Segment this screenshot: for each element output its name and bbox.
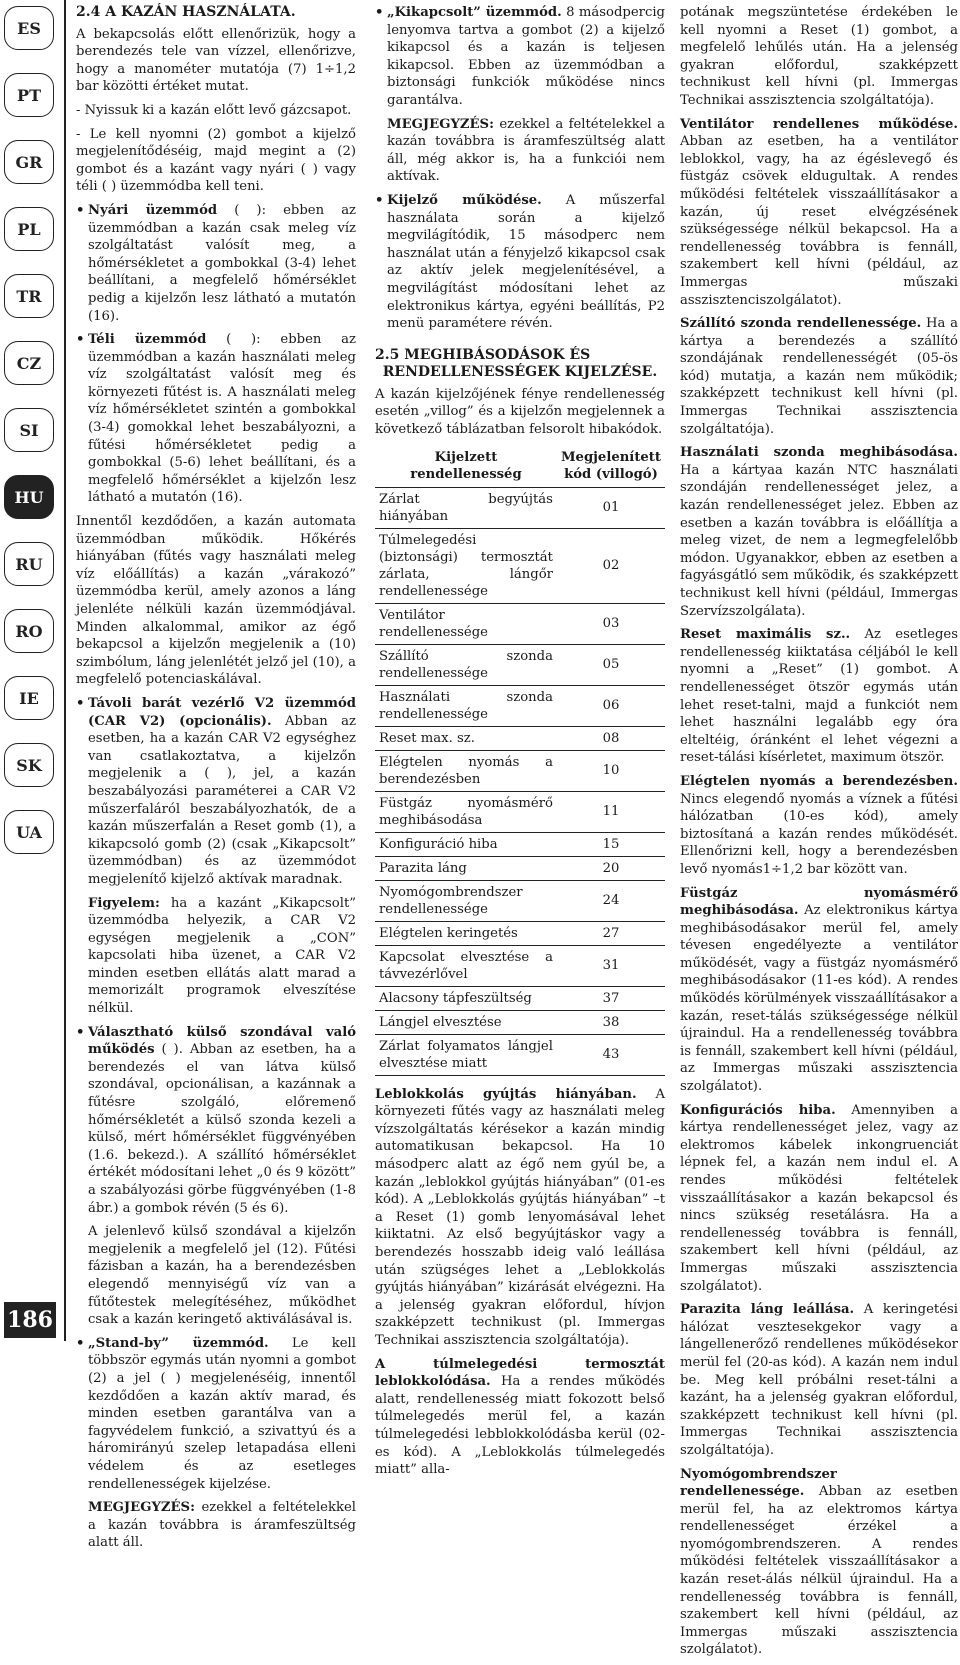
fault-description: Nyomógombrendszer rendellenessége [375,880,557,921]
paragraph-title: Konfigurációs hiba. [680,1102,836,1118]
warning-label: Figyelem: [88,895,160,911]
paragraph [680,1301,958,1459]
table-row [375,791,665,832]
paragraph-text: A környezeti fűtés vagy az használati meleg vízszolgáltatás kérésekor a kazán mindig automatikusan bekapcsol. Ha 10 másodperc alatt az égő nem gyúl be, a kazán „leblokkol gyújtás hiányában” (01-es kód). A „Leblokkolás gyújtás hiányában” –t a Reset (1) gomb lenyomásával lehet kiiktatni. Az első begyújtáskor vagy a berendezés hosszabb ideig való leállása után szügséges lehet a „Leblokkolás gyújtás hiányában” kizárását elvégezni. Ha a jelenség gyakran előfordul, hívjon szakképzett technikust (pl. Immergas Technikai asszisztencia szolgáltatója). [375,1086,665,1348]
paragraph: - Le kell nyomni (2) gombot a kijelző megjelenítődéséig, majd megint a (2) gombot és a kazánt vagy nyári ( ) vagy téli ( ) üzemmódba kell teni. [76,126,356,195]
table-row [375,832,665,856]
paragraph-text: Nincs elegendő nyomás a víznek a fűtési hálózatban (10-es kód), amely biztosítaná a kazán rendes működését. Ellenőrizni kell, hogy a berendezésben levő nyomás1÷1,2 bar között van. [680,791,958,877]
table-row [375,750,665,791]
paragraph-text: Az elektronikus kártya meghibásodásakor merül fel, amely tévesen engedélyezte a ventilátor működését, vagy a füstgáz nyomásmérő meghibásodásakor (11-es kód). A rendes működés körülmények visszaállításakor a kazán, reset-tálás szükségessége nélkül újraindul. Ha a rendellenesség továbbra is fennáll, szakembert kell hívni (például, az Immergas műszaki asszisztencia szolgálatot). [680,903,958,1095]
table-row [375,644,665,685]
table-row [375,1034,665,1075]
lang-tab-pt[interactable]: PT [4,73,54,117]
fault-code: 20 [557,856,665,880]
paragraph [680,1466,958,1660]
fault-code: 11 [557,791,665,832]
note-paragraph [375,116,665,186]
bullet-text: ( ). Abban az esetben, ha a berendezés el van látva külső szondával, opcionálisan, a kazánnak a fűtésre szolgáló, előremenő hőmérsékletét a külső szonda kezeli a külső, mért hőmérséklet függvényében (1.6. bekezd.). A szállító hőmérséklet értékét módosítani lehet „0 és 9 között” a szabályozási görbe függvényében (1-8 ábr.) a gombok révén (5 és 6). [88,1042,356,1216]
fault-code: 03 [557,603,665,644]
paragraph-text: Abban az esetben, ha a ventilátor leblokkol, vagy, ha az égéslevegő és füstgáz csövek eldugultak. A rendes működési feltételek visszaállításakor a kazán, új reset elvégzésének szükségessége nélkül bekapcsol. Ha a rendellenesség továbbra is fennáll, szakembert kell hívni (például, az Immergas műszaki asszisztenciszolgálatot). [680,134,958,308]
fault-description: Zárlat folyamatos lángjel elvesztése miatt [375,1034,557,1075]
paragraph-text: Ha a kártya a berendezés a szállító szondájának rendellenességét (05-ös kód) mutatja, a kazán nem működik; szakképzett technikust kell hívni (pl. Immergas Technikai asszisztencia szolgáltatója). [680,316,958,437]
fault-code: 31 [557,945,665,986]
bullet-winter-mode [76,331,356,507]
column-1 [76,4,356,1558]
fault-description: Szállító szonda rendellenessége [375,644,557,685]
lang-tab-pl[interactable]: PL [4,207,54,251]
sidebar-divider [64,0,66,1341]
paragraph-title: Parazita láng leállása. [680,1302,855,1318]
fault-description: Zárlat begyújtás hiányában [375,487,557,528]
bullet-remote-control [76,695,356,889]
fault-description: Túlmelegedési (biztonsági) termosztát zárlata, lángőr rendellenessége [375,528,557,603]
fault-description: Alacsony tápfeszültség [375,986,557,1010]
bullet-title: Kijelző működése. [387,192,542,208]
fault-code: 08 [557,726,665,750]
paragraph [680,315,958,438]
lang-tab-gr[interactable]: GR [4,140,54,184]
paragraph-title: Elégtelen nyomás a berendezésben. [680,773,958,789]
paragraph: A kazán kijelzőjének fénye rendellenesség esetén „villog” és a kijelzőn megjelennek a következő táblázatban felsorolt hibakódok. [375,386,665,438]
bullet-text: A műszerfal használata során a kijelző megvilágítódik, 15 másodperc nem használat után a fényjelző kikapcsol csak az aktív jelek megjelenítésével, a megvilágítást módosítani lehet az elektronikus kártya, egyéni beállítás, P2 menü paramétere révén. [387,192,665,332]
table-header-code: Megjelenített kód (villogó) [557,445,665,488]
bullet-text: ( ): ebben az üzemmódban a kazán csak meleg víz szolgáltatást valósít meg, a hőmérsékletet a gombokkal (3-4) lehet beállítani, a megfelelő hőmérséklet pedig a kijelzőn lesz látható a mutatón (16). [88,202,356,324]
paragraph-text: A keringetési hálózat vesztesekgekor vagy a lángellenerőző rendellenes működésekor merül fel (20-as kód). A kazán nem indul be. Meg kell próbálni reset-tálni a kazánt, ha a jelenség gyakran előfordul, szakképzett technikust kell hívni (pl. Immergas Technikai asszisztencia szolgáltatója). [680,1302,958,1458]
fault-code: 15 [557,832,665,856]
paragraph: Innentől kezdődően, a kazán automata üzemmódban működik. Hőkérés hiányában (fűtés vagy használati meleg víz előállítás) a kazán „várakozó” üzemmódba kerül, amely azonos a láng jelenléte nélküli kazán üzemmódjával. Minden alkalommal, amikor az égő bekapcsol a kijelzőn megjelenik a (10) szimbólum, láng jelenlétét jelző jel (10), a megfelelő potenciaskálával. [76,514,356,688]
fault-code: 38 [557,1010,665,1034]
fault-description: Használati szonda rendellenessége [375,685,557,726]
page-number: 186 [4,1302,56,1338]
fault-code: 37 [557,986,665,1010]
bullet-title: Téli üzemmód [88,332,207,348]
fault-description: Ventilátor rendellenessége [375,603,557,644]
language-sidebar [4,6,58,877]
fault-description: Lángjel elvesztése [375,1010,557,1034]
bullet-summer-mode [76,202,356,325]
bullet-title: Nyári üzemmód [88,202,218,218]
section-heading-2-5-line2: RENDELLENESSÉGEK KIJELZÉSE. [382,364,658,381]
table-row [375,945,665,986]
fault-description: Parazita láng [375,856,557,880]
paragraph [375,1356,665,1479]
paragraph: A jelenlevő külső szondával a kijelzőn megjelenik a megfelelő jel (12). Fűtési fázisban a kazán, ha a berendezésben elegendő mennyiségű víz van a fűtőtestek melegítéséhez, működhet csak a kazán keringető aktiválásával is. [88,1224,356,1328]
bullet-text: ( ): ebben az üzemmódban a kazán használati meleg víz szolgáltatást valósít meg és környezeti fűtést is. A használati meleg víz hőmérsékletet szintén a gombokkal (3-4) gomokkal lehet beszabályozni, a fűtési hőmérsékletet pedig a gombokkal (5-6) lehet beállítani, és a megfelelő hőmérséklet a kijelzőn lesz látható a mutatón (16). [88,332,356,506]
paragraph-title: A túlmelegedési termosztát leblokkolódása. [375,1356,665,1390]
bullet-title: „Stand-by” üzemmód. [88,1335,269,1351]
fault-code: 06 [557,685,665,726]
lang-tab-tr[interactable]: TR [4,274,54,318]
paragraph-text: Amennyiben a kártya rendellenességet jelez, vagy az elektromos kábelek inkongruenciát lépnek fel, a kazán nem indul el. A rendes működési feltételek visszaállításakor a kazán bekapcsol és nincs szükség resetálásra. Ha a rendellenesség továbbra is fennáll, szakembert kell hívni (például, az Immergas műszaki asszisztencia szolgálatot). [680,1102,958,1294]
paragraph-title: Használati szonda meghibásodása. [680,445,958,461]
fault-description: Elégtelen keringetés [375,921,557,945]
table-row [375,880,665,921]
lang-tab-sk[interactable]: SK [4,743,54,787]
paragraph-title: Reset maximális sz.. [680,627,851,643]
bullet-title: Távoli barát vezérlő V2 üzemmód (CAR V2) (opcionális). [88,695,356,729]
lang-tab-ie[interactable]: IE [4,676,54,720]
table-row [375,726,665,750]
table-row [375,685,665,726]
paragraph-title: Leblokkolás gyújtás hiányában. [375,1086,637,1102]
paragraph-title: Ventilátor rendellenes működése. [680,116,958,132]
lang-tab-ru[interactable]: RU [4,542,54,586]
lang-tab-cz[interactable]: CZ [4,341,54,385]
fault-code: 27 [557,921,665,945]
paragraph [680,444,958,620]
paragraph-title: Füstgáz nyomásmérő meghibásodása. [680,885,958,919]
fault-description: Füstgáz nyomásmérő meghibásodása [375,791,557,832]
lang-tab-si[interactable]: SI [4,408,54,452]
fault-code: 05 [557,644,665,685]
warning-text: ha a kazánt „Kikapcsolt” üzemmódba helyezik, a CAR V2 egységen megjelenik a „CON” kapcsolati hiba üzenet, a CAR V2 minden esetben ellátás alatt marad a memorizált programok elveszítése nélkül. [88,895,356,1017]
paragraph [680,885,958,1096]
table-row [375,487,665,528]
bullet-standby [76,1335,356,1493]
table-row [375,603,665,644]
table-header-fault: Kijelzett rendellenesség [375,445,557,488]
bullet-text: Abban az esetben, ha a kazán CAR V2 egységhez van csatlakoztatva, a kijelzőn megjelenik a ( ), jel, a kazán beszabályozási paraméterei a CAR V2 műszerfaláról beszabályozhatók, de a kazán műszerfalán a Reset gomb (1), a kikapcsoló gomb (2) (csak „Kikapcsolt” üzemmódban) és az üzemmódot megjelenítő kijelző aktívak maradnak. [88,713,356,887]
paragraph: potának megszüntetése érdekében le kell nyomni a Reset (1) gombot, a megfelelő lehűlés után. Ha a jelenség gyakran előfordul, szakképzett technikust kell hívni (pl. Immergas Technikai asszisztencia szolgáltatója). [680,5,958,108]
column-3 [680,4,958,1665]
fault-description: Elégtelen nyomás a berendezésben [375,750,557,791]
paragraph [375,1086,665,1350]
bullet-title: „Kikapcsolt” üzemmód. [387,5,562,20]
fault-code-table [375,445,665,1076]
paragraph-text: Abban az esetben merül fel, ha az elektromos kártya rendellenességet érzékel a nyomógombrendszeren. A rendes működési feltételek visszaállításakor a kazán reset-álás nélkül újraindul. Ha a rendellenesség továbbra is fennáll, szakembert kell hívni (például, az Immergas műszaki asszisztencia szolgálatot). [680,1484,958,1658]
lang-tab-ua[interactable]: UA [4,810,54,854]
paragraph-text: Ha a rendes működés alatt, rendellenesség miatt fokozott belső túlmelegedés merül fel, a kazán túlmelegedési lebblokkolódásba kerül (02-es kód). A „Leblokkolás túlmelegedés miatt” alla- [375,1374,666,1478]
section-heading-2-5: 2.5 MEGHIBÁSODÁSOK ÉS [375,346,591,363]
table-row [375,986,665,1010]
column-2 [375,4,665,1485]
paragraph-title: Szállító szonda rendellenessége. [680,316,922,332]
paragraph [680,626,958,767]
table-row [375,1010,665,1034]
table-header-row [375,445,665,488]
bullet-text: 8 másodpercig lenyomva tartva a gombot (2) a kijelző kikapcsol és a kazán is teljesen kikapcsol. Ebben az üzemmódban a biztonsági funkciók működése nincs garantálva. [387,5,665,108]
paragraph-text: Ha a kártyaa kazán NTC használati szondáján rendellenességet jelez, a kazán rendellenességet jelez. Ebben az esetben a kazán továbbra is előállítja a meleg vizet, de nem a legmegfelelőbb módon. Ugyanakkor, ebben az esetben a fagyásgátló sem működik, és szakképzett technikust kell hívni (például, Immergas Szervízszolgálata). [680,462,958,619]
paragraph [680,1102,958,1296]
table-row [375,528,665,603]
paragraph: A bekapcsolás előtt ellenőrizük, hogy a berendezés tele van vízzel, ellenőrizve, hogy a manométer mutatója (7) 1÷1,2 bar közötti értéket mutat. [76,26,356,95]
fault-code: 24 [557,880,665,921]
warning-paragraph [76,895,356,1018]
note-label: MEGJEGYZÉS: [88,1500,195,1516]
fault-description: Reset max. sz. [375,726,557,750]
bullet-title: Választható külső szondával való működés [88,1024,356,1058]
bullet-external-probe [76,1024,356,1218]
note-text: ezekkel a feltételekkel a kazán továbbra is áramfeszültség alatt áll. [88,1500,356,1551]
bullet-text: Le kell többször egymás után nyomni a gombot (2) a jel ( ) megjelenéséig, innentől kezdődően a kazán aktív marad, és minden esetben garantálva van a fagyvédelem funkció, a szivattyú és a háromirányú szelep letapadása elleni védelem és az esetleges rendellenességek kijelzése. [88,1335,356,1492]
paragraph-title: Nyomógombrendszer rendellenessége. [680,1466,837,1500]
note-label: MEGJEGYZÉS: [387,116,494,132]
fault-code: 02 [557,528,665,603]
lang-tab-hu[interactable]: HU [4,475,54,519]
lang-tab-es[interactable]: ES [4,6,54,50]
section-heading-2-4: 2.4 A KAZÁN HASZNÁLATA. [76,4,296,20]
bullet-display [375,192,665,333]
lang-tab-ro[interactable]: RO [4,609,54,653]
fault-description: Kapcsolat elvesztése a távvezérlővel [375,945,557,986]
paragraph-text: Az esetleges rendellenesség kiiktatása céljából le kell nyomni a „Reset” (1) gombot. A rendellenességet ötször egymás után lehet reset-talni, majd a funkciót nem lehet használni legalább egy óra elteltéig, óránként el lehet végezni a reset-tálási kísérletet, maximum ötször. [680,627,958,766]
paragraph [680,116,958,310]
table-row [375,856,665,880]
fault-description: Konfiguráció hiba [375,832,557,856]
paragraph [680,773,958,879]
fault-code: 10 [557,750,665,791]
bullet-off-mode [375,4,665,110]
paragraph: - Nyissuk ki a kazán előtt levő gázcsapot. [76,102,352,118]
fault-code: 01 [557,487,665,528]
fault-code: 43 [557,1034,665,1075]
note-paragraph [76,1499,356,1552]
table-row [375,921,665,945]
note-text: ezekkel a feltételekkel a kazán továbbra is áramfeszültség alatt áll, még akkor is, ha a funkciói nem aktívak. [387,116,665,185]
